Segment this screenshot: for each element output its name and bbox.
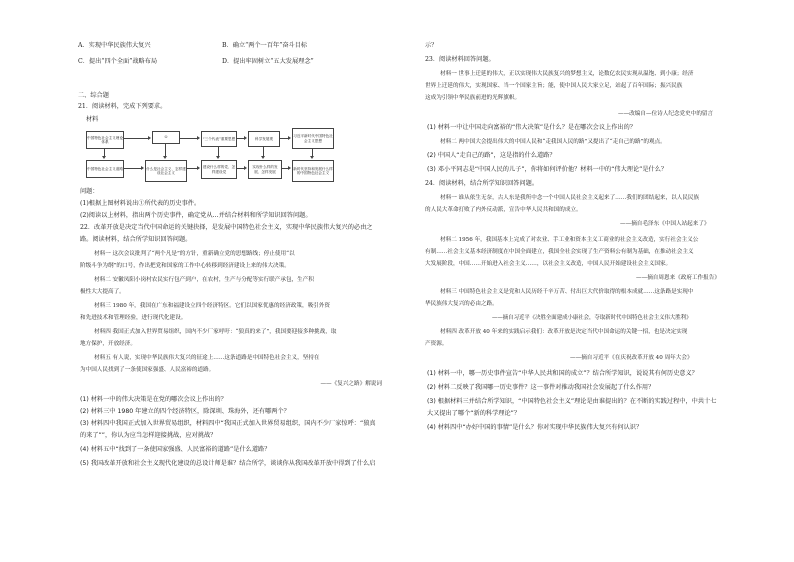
arrow-2 [179, 138, 198, 139]
q24-question-4: (4) 材料四中“办好中国的事情”是什么？你对实现中华民族伟大复兴有何认识？ [427, 424, 643, 431]
q23-prompt: 23．阅读材料回答问题。 [425, 56, 495, 63]
q22-m5-line1: 材料五 有人说，实现中华民族伟大复兴的征途上……这条道路是中国特色社会主义，坚持在 [94, 355, 320, 361]
q21-req-label: 问题： [80, 188, 99, 195]
q22-question-4: (4) 材料五中“找到了一条使国家强盛、人民富裕的道路”是什么道路？ [80, 446, 271, 453]
q24-m3-source: ——摘自习近平《决胜全面建成小康社会，夺取新时代中国特色社会主义伟大胜利》 [492, 315, 692, 321]
option-b: B．确立“两个一百年”奋斗目标 [222, 42, 308, 49]
diagram-top-1: 中国特色社会主义理论体系 [86, 131, 124, 149]
diagram-top-4: 科学发展观 [248, 131, 280, 147]
arrow-4 [279, 138, 289, 139]
q21-material-label: 材料 [86, 116, 99, 123]
q22-prompt-1: 22．改革开放是决定当代中国命运的关键抉择，是发展中国特色社会主义，实现中华民族伟大复兴的必由之 [80, 224, 373, 231]
q22-m5-source: ——《复兴之路》解说词 [320, 381, 382, 387]
q22-m4-line1: 材料四 我国正式加入世界贸易组织，国内不少厂家呼吁：“狼真的来了”，我国要迎接多种挑战，取 [94, 329, 337, 335]
continuation: 示？ [425, 42, 438, 49]
varrow-2 [165, 143, 166, 157]
varrow-3 [218, 146, 219, 157]
q24-m2-source: ——摘自周恩来《政府工作报告》 [636, 275, 720, 281]
q24-m4-source: ——摘自习近平《在庆祝改革开放 40 周年大会》 [570, 355, 693, 361]
diagram-bot-4: 实现什么样的发展、怎样发展 [248, 160, 282, 179]
arrow-3 [236, 138, 245, 139]
q22-question-3-line2: 的来了””，你认为应当怎样迎接挑战，应对挑战？ [80, 432, 217, 439]
q22-m5-line2: 为中国人民找到了一条使国家强盛、人民富裕的道路。 [80, 367, 215, 373]
q24-m3-line1: 材料三 中国特色社会主义是党和人民历经千辛万苦、付出巨大代价取得的根本成就……这条路是实现中 [440, 289, 694, 295]
diagram-top-3: “三个代表”重要思想 [201, 131, 237, 147]
diagram-bot-3: 建设什么样的党、怎样建设党 [201, 160, 237, 179]
q24-m2-line3: 大发展阶段，中国……开始进入社会主义……，以社会主义改造，中国人民开始建设社会主义国家。 [425, 261, 672, 267]
q22-m1-line1: 材料一 这次会议批判了“两个凡是”的方针，重新确立党的思想路线；停止使用“以 [94, 251, 295, 257]
q21-prompt: 21．阅读材料，完成下列要求。 [78, 103, 167, 110]
q22-m1-line2: 阶级斗争为纲”的口号，作出把党和国家的工作中心转移到经济建设上来的伟大决策。 [80, 263, 290, 269]
q22-question-3-line1: (3) 材料四中我国正式加入世界贸易组织，材料四中“我国正式加入世界贸易组织，国内不少厂家惊呼：“狼真 [80, 420, 376, 427]
q23-question-3: (3) 邓小平同志是“中国人民的儿子”，你将如何评价他？材料一中的“伟大理论”是什么？ [427, 166, 668, 173]
arrow-5 [123, 168, 142, 169]
q21-req-1: (1)根据上图材料说出①所代表的历史事件。 [80, 200, 201, 207]
q24-m2-line1: 材料二 1956 年，我国基本上完成了对农业、手工业和资本主义工商业的社会主义改造，实行社会主义公 [440, 237, 699, 243]
q24-m4-line2: 产资源。 [425, 341, 448, 347]
q22-m2-line2: 极性大大提高了。 [80, 289, 125, 295]
option-a: A．实现中华民族伟大复兴 [78, 42, 151, 49]
diagram-bot-5: 新时代坚持和发展什么样的中国特色社会主义 [292, 160, 334, 182]
q22-prompt-2: 路。阅读材料，结合所学知识回答问题。 [80, 236, 192, 243]
diagram-top-2: ① [152, 131, 180, 144]
q22-m4-line2: 地方保护，开放经济。 [80, 341, 136, 347]
q24-question-2: (2) 材料二反映了我国哪一历史事件？这一事件对推动我国社会发展起了什么作用？ [427, 384, 655, 391]
q24-m2-line2: 有制……社会主义基本经济制度在中国全面建立，我国全社会实现了生产资料公有制为基础，在推动社会主义 [425, 249, 694, 255]
varrow-4 [263, 146, 264, 157]
q23-m2-line1: 材料二 两中国大会提出伟大的中国人民和“走我国人民的路”又提出了“走自己的路”的观点。 [440, 139, 666, 145]
q23-m1-line3: 这成为引领中华民族前进的光辉旗帜。 [425, 95, 521, 101]
q23-m1-source: ——改编自—位诗人纪念党史中的留言 [618, 111, 714, 117]
q24-m1-line1: 材料一 谁从依生无奈，古人东是我所中念一个中国人民社会主义起来了……我们的团结起来，以人民民族 [440, 195, 700, 201]
q23-question-1: (1) 材料一中让中国走向富裕的“伟大决策”是什么？是在哪次会议上作出的？ [427, 124, 636, 131]
arrow-6 [186, 168, 198, 169]
diagram-bot-1: 中国特色社会主义道路 [86, 160, 124, 178]
q23-question-2: (2) 中国人“走自己的路”，这是指的什么道路？ [427, 152, 556, 159]
q24-m1-source: ——摘自毛泽东《中国人站起来了》 [620, 221, 710, 227]
q24-question-1: (1) 材料一中，哪一历史事件宣告“中华人民共和国的成立”？结合所学知识，说说其有何历史意义？ [427, 370, 698, 377]
option-d: D．提出牢固树立“五大发展理念” [222, 58, 314, 65]
section-title: 二、综合题 [78, 92, 109, 99]
q23-m1-line1: 材料一 世事上迁延的伟大，正以实现伟大民族复兴的梦想主义，论数亿农民实现从温饱、到小康；经济 [440, 71, 694, 77]
q24-m1-line2: 的人民大革命打败了内外反动派，宣告中华人民共和国的成立。 [425, 207, 582, 213]
q22-m3-line2: 和先进技术和管理经验，进行现代化建设。 [80, 315, 187, 321]
q24-question-3-line2: 大又提出了哪个“新的科学理论”？ [427, 410, 521, 417]
arrow-7 [236, 168, 245, 169]
q24-prompt: 24．阅读材料，结合所学知识回答问题。 [425, 180, 539, 187]
varrow-5 [312, 148, 313, 157]
q22-question-2: (2) 材料三中 1980 年建立的四个经济特区，除深圳、珠海外，还有哪两个？ [80, 408, 290, 415]
arrow-8 [281, 168, 289, 169]
diagram-bot-2: 什么是社会主义、怎样建设社会主义 [145, 160, 187, 182]
q22-m3-line1: 材料三 1980 年，我国在广东和福建设立四个经济特区。它们以国家优惠的经济政策，吸引外资 [94, 303, 330, 309]
q24-m3-line2: 华民族伟大复兴的必由之路。 [425, 301, 498, 307]
varrow-1 [104, 148, 105, 157]
option-c: C．提出“四个全面”战略布局 [78, 58, 158, 65]
q22-m2-line1: 材料二 安徽凤阳小岗村农民实行包产到户，在农村，生产与分配等实行联产承包，生产积 [94, 277, 314, 283]
q21-req-2: (2)阅读以上材料，指出两个历史事件，确定党从…并结合材料和所学知识回答问题。 [80, 212, 312, 219]
q24-question-3-line1: (3) 根据材料三并结合所学知识，“中国特色社会主义”理论是由谁提出的？在不断的实践过程中，中共十七 [427, 398, 717, 405]
q22-question-5: (5) 我国改革开放和社会主义现代化建设的总设计师是谁？结合所学，谈谈你从我国改革开放中得到了什么启 [80, 460, 376, 467]
q24-m4-line1: 材料四 改革开放 40 年来的实践启示我们：改革开放是决定当代中国命运的关键一招，也是决定实现 [440, 329, 688, 335]
arrow-1 [123, 138, 149, 139]
q22-question-1: (1) 材料一中的伟大决策是在党的哪次会议上作出的？ [80, 396, 227, 403]
diagram-top-5: 习近平新时代中国特色社会主义思想 [292, 128, 334, 149]
q23-m1-line2: 世界上迁延的伟大，实现国家、当一个国家主旨；能，使中国人民大家立足，站起了百年国际；振兴民族 [425, 83, 683, 89]
